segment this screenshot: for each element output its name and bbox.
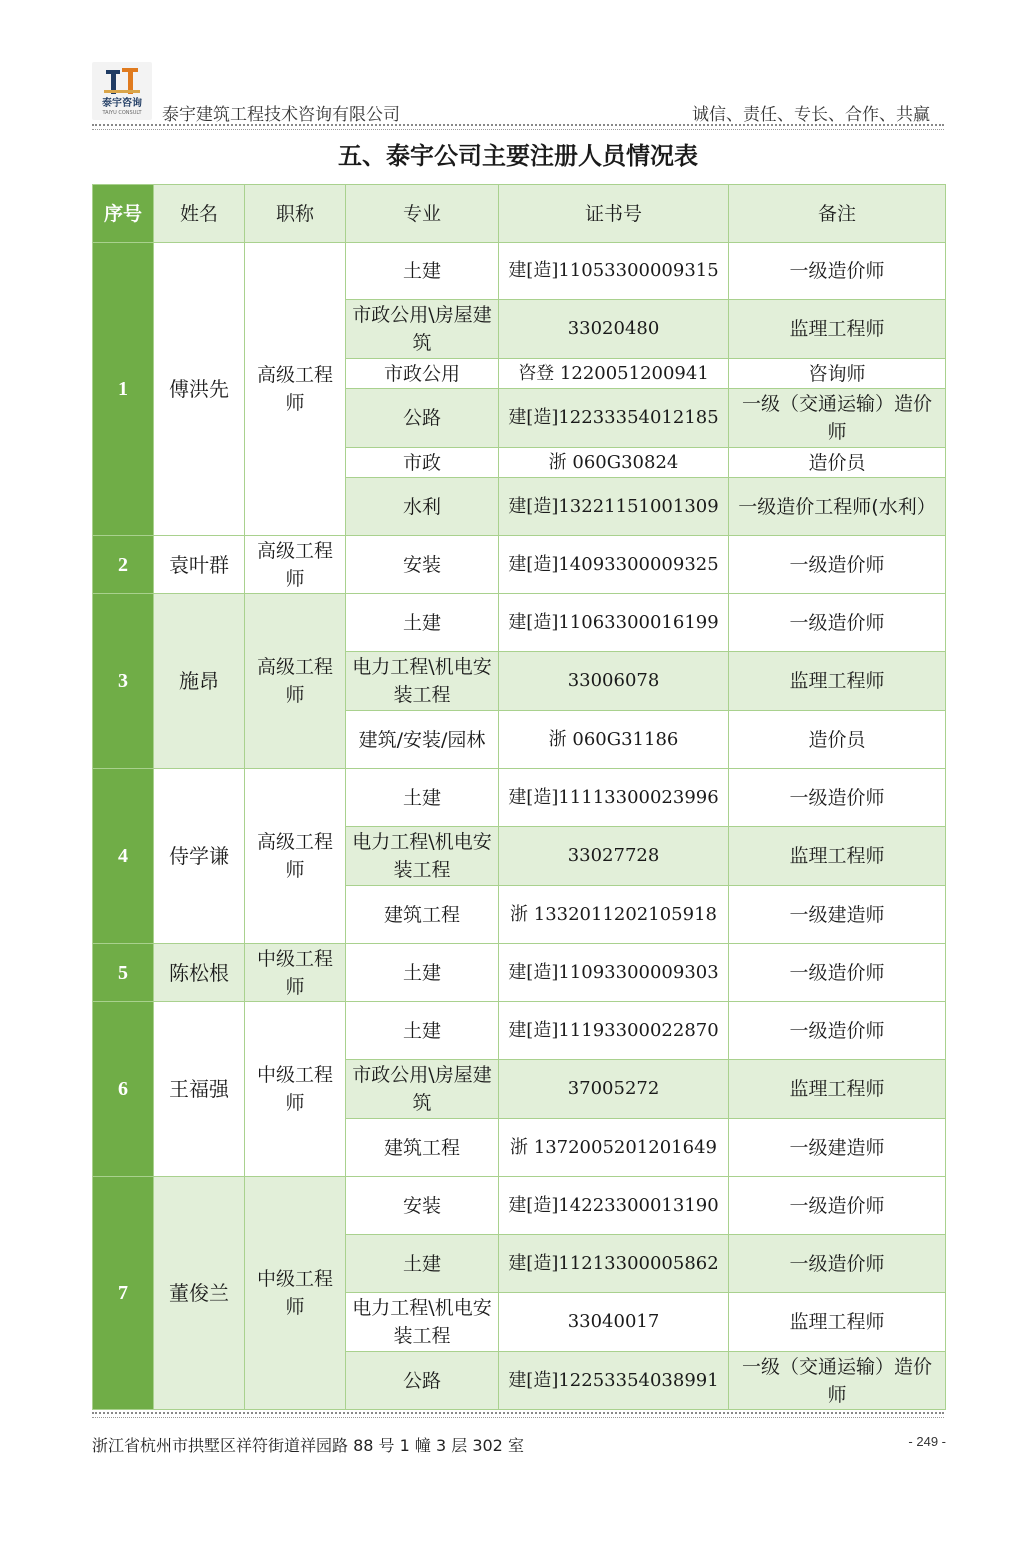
cell-name: 陈松根 <box>154 944 245 1002</box>
cell-seq: 5 <box>93 944 154 1002</box>
cell-note: 咨询师 <box>729 359 946 389</box>
cell-major: 市政 <box>346 448 499 478</box>
cell-major: 水利 <box>346 478 499 536</box>
header-title: 职称 <box>245 185 346 243</box>
cell-title: 高级工程师 <box>245 769 346 944</box>
header-seq: 序号 <box>93 185 154 243</box>
cell-cert: 建[造]11093300009303 <box>499 944 729 1002</box>
cell-title: 中级工程师 <box>245 1177 346 1410</box>
cell-note: 监理工程师 <box>729 1060 946 1119</box>
cell-title: 中级工程师 <box>245 944 346 1002</box>
table-row <box>93 1177 946 1235</box>
header-cert: 证书号 <box>499 185 729 243</box>
cell-major: 建筑工程 <box>346 886 499 944</box>
cell-cert: 浙 060G31186 <box>499 711 729 769</box>
cell-cert: 浙 060G30824 <box>499 448 729 478</box>
cell-note: 一级造价师 <box>729 769 946 827</box>
cell-cert: 33006078 <box>499 652 729 711</box>
cell-major: 市政公用\房屋建筑 <box>346 1060 499 1119</box>
cell-cert: 33020480 <box>499 300 729 359</box>
cell-major: 土建 <box>346 243 499 300</box>
footer-divider <box>92 1412 944 1414</box>
cell-name: 施昂 <box>154 594 245 769</box>
cell-cert: 建[造]11063300016199 <box>499 594 729 652</box>
page-header <box>92 62 944 124</box>
cell-cert: 浙 1372005201201649 <box>499 1119 729 1177</box>
cell-seq: 4 <box>93 769 154 944</box>
cell-seq: 6 <box>93 1002 154 1177</box>
logo-mark-icon <box>92 62 152 100</box>
cell-major: 市政公用\房屋建筑 <box>346 300 499 359</box>
cell-major: 土建 <box>346 1002 499 1060</box>
company-logo <box>92 62 152 120</box>
cell-title: 高级工程师 <box>245 243 346 536</box>
cell-seq: 1 <box>93 243 154 536</box>
cell-name: 袁叶群 <box>154 536 245 594</box>
cell-note: 监理工程师 <box>729 827 946 886</box>
cell-major: 土建 <box>346 769 499 827</box>
cell-major: 电力工程\机电安装工程 <box>346 652 499 711</box>
cell-note: 一级造价师 <box>729 1177 946 1235</box>
table-row <box>93 243 946 300</box>
cell-note: 一级造价师 <box>729 594 946 652</box>
cell-cert: 建[造]11193300022870 <box>499 1002 729 1060</box>
cell-major: 建筑工程 <box>346 1119 499 1177</box>
cell-cert: 33040017 <box>499 1293 729 1352</box>
cell-note: 一级造价师 <box>729 536 946 594</box>
company-name: 泰宇建筑工程技术咨询有限公司 <box>162 105 400 125</box>
page-number: - 249 - <box>908 1434 946 1449</box>
cell-cert: 建[造]12253354038991 <box>499 1352 729 1410</box>
page-title: 五、泰宇公司主要注册人员情况表 <box>338 142 698 170</box>
cell-major: 安装 <box>346 536 499 594</box>
cell-note: 一级造价师 <box>729 1235 946 1293</box>
cell-note: 一级（交通运输）造价师 <box>729 1352 946 1410</box>
cell-cert: 建[造]11213300005862 <box>499 1235 729 1293</box>
table-row <box>93 594 946 652</box>
cell-note: 造价员 <box>729 448 946 478</box>
cell-seq: 3 <box>93 594 154 769</box>
cell-note: 一级造价工程师(水利） <box>729 478 946 536</box>
cell-title: 高级工程师 <box>245 536 346 594</box>
cell-note: 一级造价师 <box>729 944 946 1002</box>
cell-cert: 建[造]14223300013190 <box>499 1177 729 1235</box>
cell-note: 一级造价师 <box>729 243 946 300</box>
cell-title: 中级工程师 <box>245 1002 346 1177</box>
cell-major: 建筑/安装/园林 <box>346 711 499 769</box>
footer-divider-secondary <box>92 1417 944 1418</box>
cell-seq: 7 <box>93 1177 154 1410</box>
footer-address: 浙江省杭州市拱墅区祥符街道祥园路 88 号 1 幢 3 层 302 室 <box>92 1436 524 1455</box>
cell-cert: 33027728 <box>499 827 729 886</box>
cell-cert: 建[造]11113300023996 <box>499 769 729 827</box>
cell-cert: 咨登 1220051200941 <box>499 359 729 389</box>
cell-cert: 建[造]11053300009315 <box>499 243 729 300</box>
cell-major: 公路 <box>346 389 499 448</box>
cell-name: 王福强 <box>154 1002 245 1177</box>
table-row <box>93 944 946 1002</box>
cell-note: 一级造价师 <box>729 1002 946 1060</box>
cell-major: 公路 <box>346 1352 499 1410</box>
cell-note: 监理工程师 <box>729 1293 946 1352</box>
header-major: 专业 <box>346 185 499 243</box>
cell-major: 安装 <box>346 1177 499 1235</box>
cell-major: 电力工程\机电安装工程 <box>346 827 499 886</box>
company-motto: 诚信、责任、专长、合作、共赢 <box>692 105 930 125</box>
cell-major: 土建 <box>346 594 499 652</box>
cell-name: 侍学谦 <box>154 769 245 944</box>
cell-cert: 建[造]12233354012185 <box>499 389 729 448</box>
logo-text: 泰宇咨询 <box>102 98 142 109</box>
logo-subtext: TAIYU CONSULT <box>102 110 142 116</box>
table-row <box>93 536 946 594</box>
table-header-row <box>93 185 946 243</box>
cell-cert: 建[造]13221151001309 <box>499 478 729 536</box>
cell-name: 董俊兰 <box>154 1177 245 1410</box>
table-row <box>93 769 946 827</box>
cell-major: 土建 <box>346 1235 499 1293</box>
cell-note: 造价员 <box>729 711 946 769</box>
cell-cert: 建[造]14093300009325 <box>499 536 729 594</box>
header-divider <box>92 124 944 126</box>
cell-major: 土建 <box>346 944 499 1002</box>
cell-note: 一级（交通运输）造价师 <box>729 389 946 448</box>
header-note: 备注 <box>729 185 946 243</box>
cell-cert: 37005272 <box>499 1060 729 1119</box>
cell-note: 一级建造师 <box>729 1119 946 1177</box>
staff-table-body <box>93 243 946 1410</box>
header-divider-secondary <box>92 129 944 130</box>
cell-name: 傅洪先 <box>154 243 245 536</box>
cell-major: 市政公用 <box>346 359 499 389</box>
cell-note: 一级建造师 <box>729 886 946 944</box>
cell-seq: 2 <box>93 536 154 594</box>
cell-major: 电力工程\机电安装工程 <box>346 1293 499 1352</box>
staff-table <box>92 184 946 1410</box>
cell-title: 高级工程师 <box>245 594 346 769</box>
cell-note: 监理工程师 <box>729 652 946 711</box>
header-name: 姓名 <box>154 185 245 243</box>
cell-cert: 浙 1332011202105918 <box>499 886 729 944</box>
cell-note: 监理工程师 <box>729 300 946 359</box>
table-row <box>93 1002 946 1060</box>
